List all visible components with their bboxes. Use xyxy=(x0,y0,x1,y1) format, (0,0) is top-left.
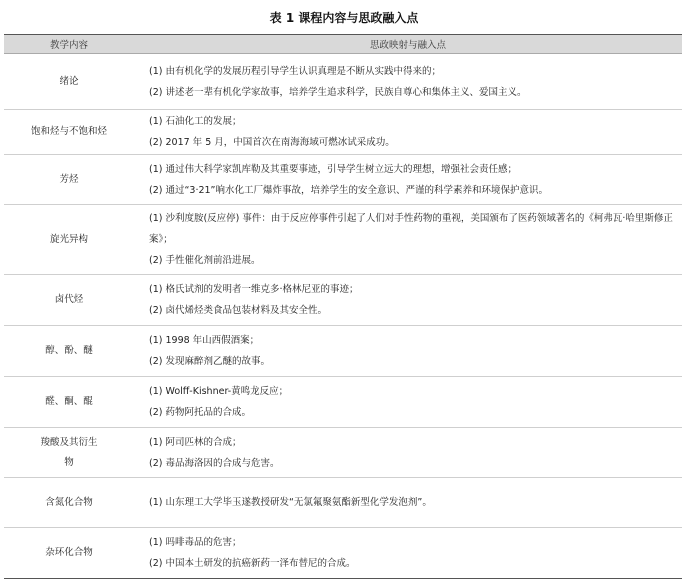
row-topic: 醇、酚、醚 xyxy=(4,326,134,377)
point-text: (1) 吗啡毒品的危害； xyxy=(149,537,242,548)
row-points xyxy=(134,155,682,205)
header-ideological-points: 思政映射与融入点 xyxy=(134,35,682,54)
row-topic: 旋光异构 xyxy=(4,205,134,275)
row-topic: 绪论 xyxy=(4,54,134,110)
row-topic: 饱和烃与不饱和烃 xyxy=(4,110,134,155)
row-points xyxy=(134,205,682,275)
row-topic: 含氮化合物 xyxy=(4,478,134,528)
point-text: (2) 药物阿托品的合成。 xyxy=(149,407,251,418)
point-text: (2) 通过“3·21”响水化工厂爆炸事故，培养学生的安全意识、严谨的科学素养和环境保护意识。 xyxy=(149,184,548,196)
point-text: (1) 通过伟大科学家凯库勒及其重要事迹，引导学生树立远大的理想，增强社会责任感； xyxy=(149,163,517,175)
point-text: (2) 2017 年 5 月，中国首次在南海海域可燃冰试采成功。 xyxy=(149,137,395,148)
table-caption: 表 1 课程内容与思政融入点 xyxy=(269,11,419,25)
row-topic: 羧酸及其衍生物 xyxy=(4,428,134,478)
table-row xyxy=(4,205,682,275)
row-points xyxy=(134,528,682,579)
course-content-table xyxy=(4,34,682,579)
row-points xyxy=(134,428,682,478)
row-points xyxy=(134,326,682,377)
point-text: (1) 石油化工的发展； xyxy=(149,116,242,127)
row-topic: 卤代烃 xyxy=(4,275,134,326)
point-text: (2) 卤代烯烃类食品包装材料及其安全性。 xyxy=(149,305,327,316)
point-text: (2) 讲述老一辈有机化学家故事，培养学生追求科学，民族自尊心和集体主义、爱国主义。 xyxy=(149,86,527,98)
table-row xyxy=(4,54,682,110)
point-text: (2) 毒品海洛因的合成与危害。 xyxy=(149,457,280,469)
row-topic: 芳烃 xyxy=(4,155,134,205)
row-topic: 醛、酮、醌 xyxy=(4,377,134,428)
point-text: (1) 沙利度胺(反应停) 事件：由于反应停事件引起了人们对手性药物的重视，美国颁布了医药领域著名的《柯弗瓦·哈里斯修正案》； xyxy=(149,213,673,245)
point-text: (1) 格氏试剂的发明者一维克多·格林尼亚的事迹； xyxy=(149,284,359,295)
point-text: (1) Wolff-Kishner-黄鸣龙反应； xyxy=(149,386,289,397)
row-topic: 杂环化合物 xyxy=(4,528,134,579)
row-points xyxy=(134,377,682,428)
table-header-row xyxy=(4,35,682,54)
table-row xyxy=(4,377,682,428)
point-text: (1) 1998 年山西假酒案； xyxy=(149,335,260,346)
point-text: (2) 中国本土研发的抗癌新药一泽布替尼的合成。 xyxy=(149,558,356,569)
table-row xyxy=(4,528,682,579)
point-text: (2) 手性催化剂前沿进展。 xyxy=(149,255,261,266)
row-points xyxy=(134,275,682,326)
row-points xyxy=(134,110,682,155)
table-row xyxy=(4,275,682,326)
table-row xyxy=(4,428,682,478)
table-row xyxy=(4,155,682,205)
row-points xyxy=(134,54,682,110)
point-text: (1) 阿司匹林的合成； xyxy=(149,436,242,448)
point-text: (2) 发现麻醉剂乙醚的故事。 xyxy=(149,356,270,367)
header-teaching-content: 教学内容 xyxy=(4,35,134,54)
table-row xyxy=(4,478,682,528)
row-points xyxy=(134,478,682,528)
point-text: (1) 由有机化学的发展历程引导学生认识真理是不断从实践中得来的； xyxy=(149,65,441,77)
table-row xyxy=(4,326,682,377)
point-text: (1) 山东理工大学毕玉遂教授研发“无氯氟聚氨酯新型化学发泡剂”。 xyxy=(149,497,432,508)
table-row xyxy=(4,110,682,155)
